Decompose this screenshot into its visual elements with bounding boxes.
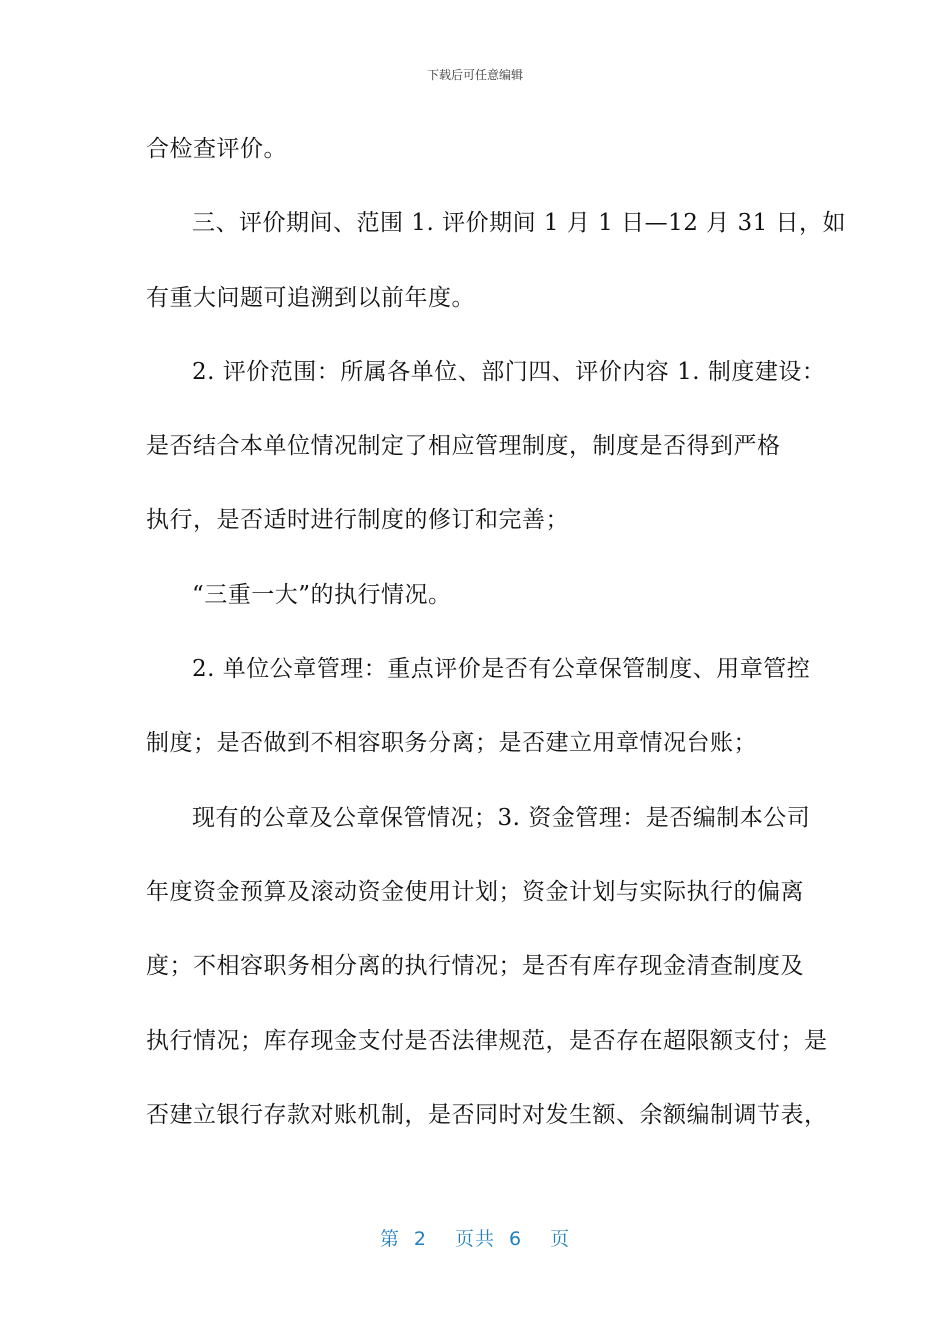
footer-prefix: 第 [379,1228,400,1250]
document-body [146,112,847,1152]
text-line: 现有的公章及公章保管情况；3. 资金管理：是否编制本公司 [192,804,811,831]
text-line: 有重大问题可追溯到以前年度。 [146,284,475,311]
text-line: 度；不相容职务相分离的执行情况；是否有库存现金清查制度及 [146,953,804,980]
footer-middle: 页共 [454,1228,495,1250]
text-line: 合检查评价。 [146,136,287,162]
text-line: “三重一大”的执行情况。 [192,581,452,608]
footer-suffix: 页 [550,1228,571,1250]
total-pages-number: 6 [509,1228,523,1250]
page-header: 下载后可任意编辑 [426,68,523,82]
text-line: 执行情况；库存现金支付是否法律规范，是否存在超限额支付；是 [146,1027,828,1054]
text-line: 年度资金预算及滚动资金使用计划；资金计划与实际执行的偏离 [146,878,804,905]
text-line: 否建立银行存款对账机制，是否同时对发生额、余额编制调节表， [146,1101,828,1128]
page-footer [0,1224,950,1251]
text-line: 三、评价期间、范围 1. 评价期间 1 月 1 日—12 月 31 日，如 [192,210,847,237]
text-line: 2. 单位公章管理：重点评价是否有公章保管制度、用章管控 [192,656,811,683]
current-page-number: 2 [413,1228,427,1250]
text-line: 是否结合本单位情况制定了相应管理制度，制度是否得到严格 [146,433,781,460]
text-line: 2. 评价范围：所属各单位、部门四、评价内容 1. 制度建设： [192,358,826,385]
text-line: 制度；是否做到不相容职务分离；是否建立用章情况台账； [146,730,757,757]
text-line: 执行，是否适时进行制度的修订和完善； [146,507,569,534]
